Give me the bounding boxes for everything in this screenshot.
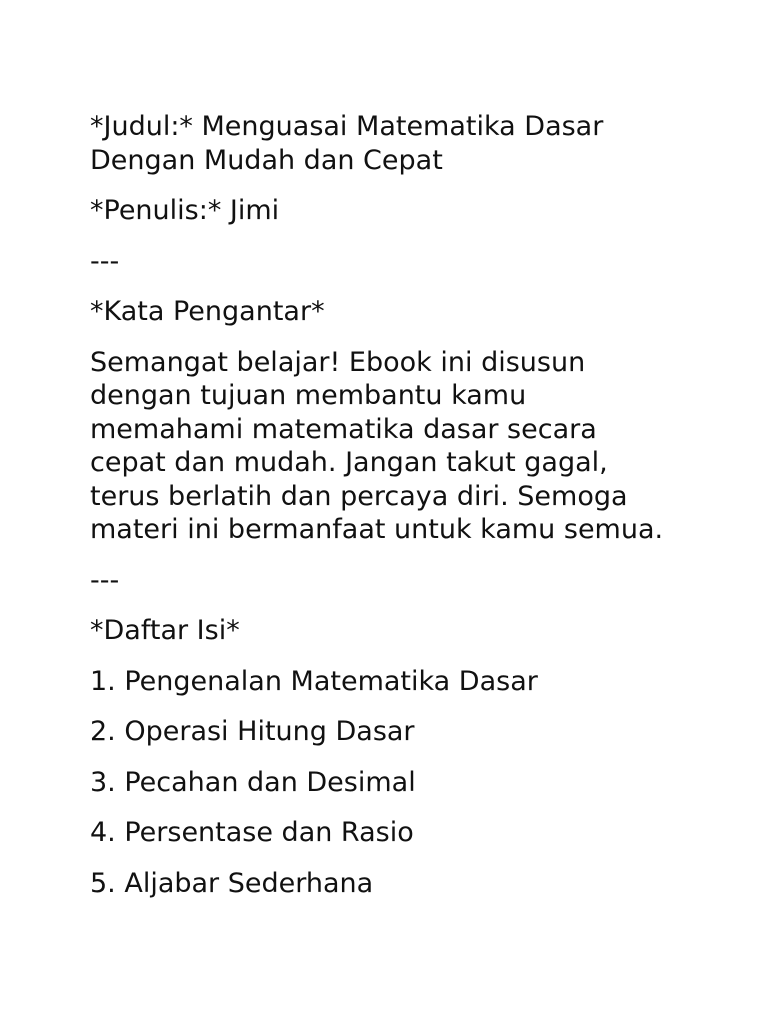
- document-page: [90, 110, 690, 917]
- toc-item: 5. Aljabar Sederhana: [90, 867, 374, 899]
- separator: ---: [90, 564, 120, 596]
- preface-heading: *Kata Pengantar*: [90, 296, 325, 327]
- toc-item: 2. Operasi Hitung Dasar: [90, 716, 415, 747]
- separator: ---: [90, 245, 120, 277]
- preface-body: Semangat belajar! Ebook ini disusun dengan tujuan membantu kamu memahami matematika dasar secara cepat dan mudah. Jangan takut gagal, terus berlatih dan percaya diri. Semoga materi ini bermanfaat untuk kamu semua.: [90, 346, 664, 545]
- toc-item: 4. Persentase dan Rasio: [90, 817, 414, 848]
- toc-item: 1. Pengenalan Matematika Dasar: [90, 665, 538, 697]
- author-line: *Penulis:* Jimi: [90, 195, 280, 226]
- title-line: *Judul:* Menguasai Matematika Dasar Dengan Mudah dan Cepat: [90, 111, 604, 176]
- toc-heading: *Daftar Isi*: [90, 615, 240, 646]
- toc-item: 3. Pecahan dan Desimal: [90, 766, 416, 798]
